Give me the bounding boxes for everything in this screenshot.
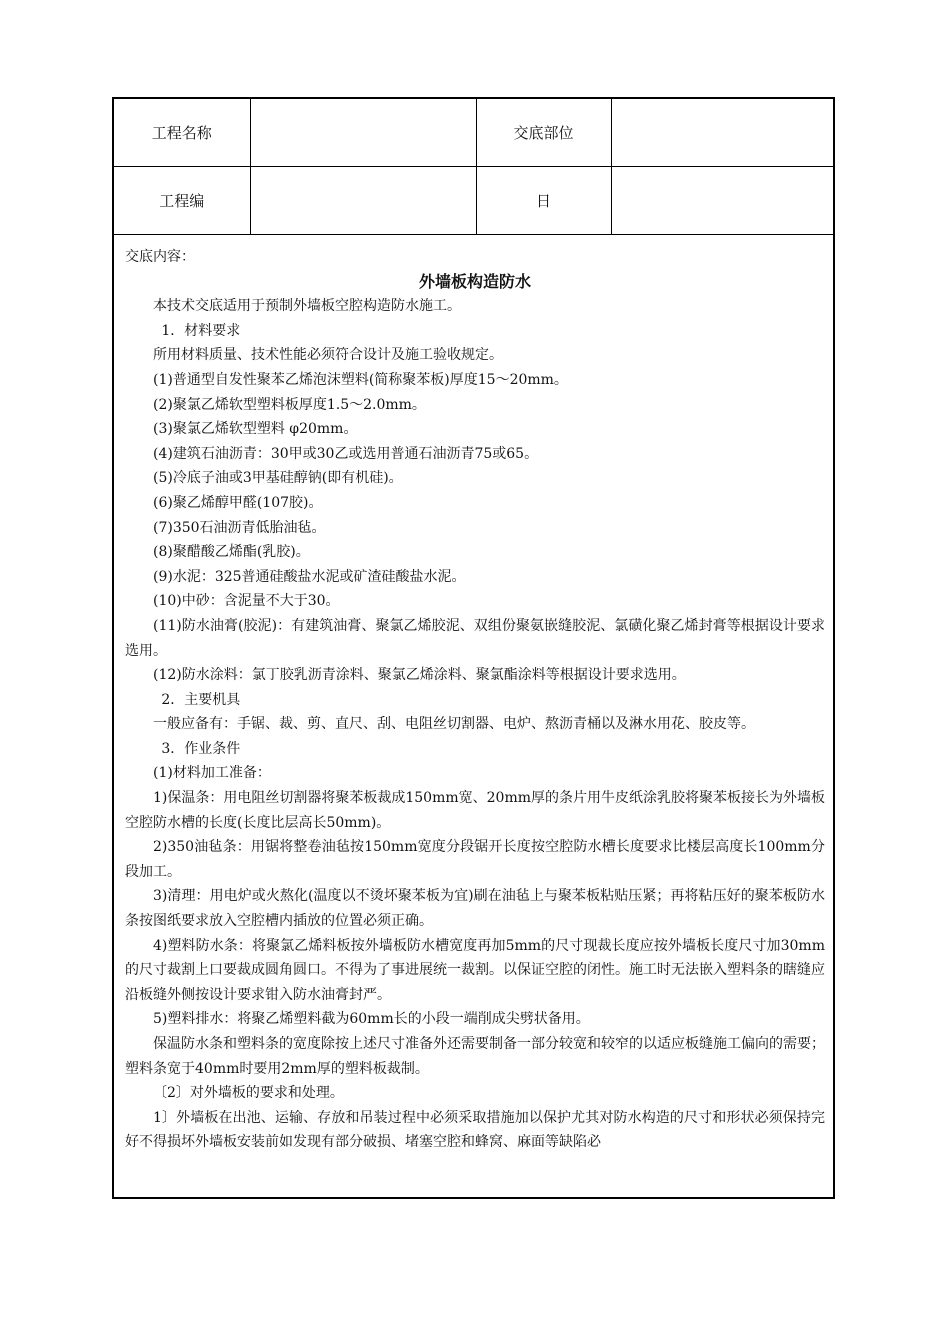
paragraph: (3)聚氯乙烯软型塑料 φ20mm。 [153,421,358,438]
location-field[interactable] [611,99,833,167]
project-no-field[interactable] [250,167,476,235]
date-field[interactable] [611,167,833,235]
paragraph: (11)防水油膏(胶泥)：有建筑油膏、聚氯乙烯胶泥、双组份聚氨嵌缝胶泥、氯磺化聚乙烯封膏等根据设计要求选用。 [125,617,825,659]
document-title: 外墙板构造防水 [418,271,531,291]
header-row-2 [114,167,833,235]
paragraph: (12)防水涂料：氯丁胶乳沥青涂料、聚氯乙烯涂料、聚氯酯涂料等根据设计要求选用。 [153,667,686,684]
content-label: 交底内容： [125,249,195,265]
paragraph: 3)清理：用电炉或火熬化(温度以不烫坏聚苯板为宜)刷在油毡上与聚苯板粘贴压紧；再将粘压好的聚苯板防水条按图纸要求放入空腔槽内插放的位置必须正确。 [125,888,825,930]
section-heading: 2．主要机具 [161,691,241,708]
section-heading: 1．材料要求 [161,322,241,339]
section-heading: 3．作业条件 [161,740,241,757]
paragraph: 5)塑料排水：将聚乙烯塑料截为60mm长的小段一端削成尖劈状备用。 [153,1011,590,1028]
header-table [114,99,833,235]
paragraph: (6)聚乙烯醇甲醛(107胶)。 [153,494,323,511]
project-name-field[interactable] [250,99,476,167]
header-row-1 [114,99,833,167]
paragraph: (8)聚醋酸乙烯酯(乳胶)。 [153,544,310,561]
disclosure-form [112,97,835,1199]
paragraph: (2)聚氯乙烯软型塑料板厚度1.5～2.0mm。 [153,396,426,413]
date-label: 日 [476,167,611,235]
paragraph: 4)塑料防水条：将聚氯乙烯料板按外墙板防水槽宽度再加5mm的尺寸现裁长度应按外墙板长度尺寸加30mm的尺寸裁割上口要裁成圆角圆口。不得为了事进展统一裁割。以保证空腔的闭性。施工时无法嵌入塑料条的瞎缝应沿板缝外侧按设计要求钳入防水油膏封严。 [125,937,825,1003]
paragraph: (7)350石油沥青低胎油毡。 [153,519,326,536]
paragraph: 2)350油毡条：用锯将整卷油毡按150mm宽度分段锯开长度按空腔防水槽长度要求比楼层高度长100mm分段加工。 [125,839,825,880]
paragraph: 〔2〕对外墙板的要求和处理。 [153,1085,344,1102]
content-area [114,235,833,1155]
paragraph: 1)保温条：用电阻丝切割器将聚苯板裁成150mm宽、20mm厚的条片用牛皮纸涂乳胶将聚苯板接长为外墙板空腔防水槽的长度(长度比层高长50mm)。 [125,790,826,831]
paragraph: (9)水泥：325普通硅酸盐水泥或矿渣硅酸盐水泥。 [153,568,466,585]
paragraph: 1〕外墙板在出池、运输、存放和吊装过程中必须采取措施加以保护尤其对防水构造的尺寸和形状必须保持完好不得损坏外墙板安装前如发现有部分破损、堵塞空腔和蜂窝、麻面等缺陷必 [125,1109,825,1151]
paragraph: (1)普通型自发性聚苯乙烯泡沫塑料(简称聚苯板)厚度15～20mm。 [153,371,568,388]
paragraph: (1)材料加工准备： [153,765,271,782]
paragraph: (4)建筑石油沥青：30甲或30乙或选用普通石油沥青75或65。 [153,445,539,462]
paragraph: 保温防水条和塑料条的宽度除按上述尺寸准备外还需要制备一部分较宽和较窄的以适应板缝施工偏向的需要；塑料条宽于40mm时要用2mm厚的塑料板裁制。 [125,1036,825,1077]
location-label: 交底部位 [476,99,611,167]
paragraph: 所用材料质量、技术性能必须符合设计及施工验收规定。 [153,347,503,364]
paragraph: 一般应备有：手锯、裁、剪、直尺、刮、电阻丝切割器、电炉、熬沥青桶以及淋水用花、胶皮等。 [153,716,755,733]
paragraph: (5)冷底子油或3甲基硅醇钠(即有机硅)。 [153,470,403,487]
paragraph: (10)中砂：含泥量不大于30。 [153,593,340,610]
project-name-label: 工程名称 [114,99,250,167]
paragraph: 本技术交底适用于预制外墙板空腔构造防水施工。 [153,298,461,315]
project-no-label: 工程编 [114,167,250,235]
